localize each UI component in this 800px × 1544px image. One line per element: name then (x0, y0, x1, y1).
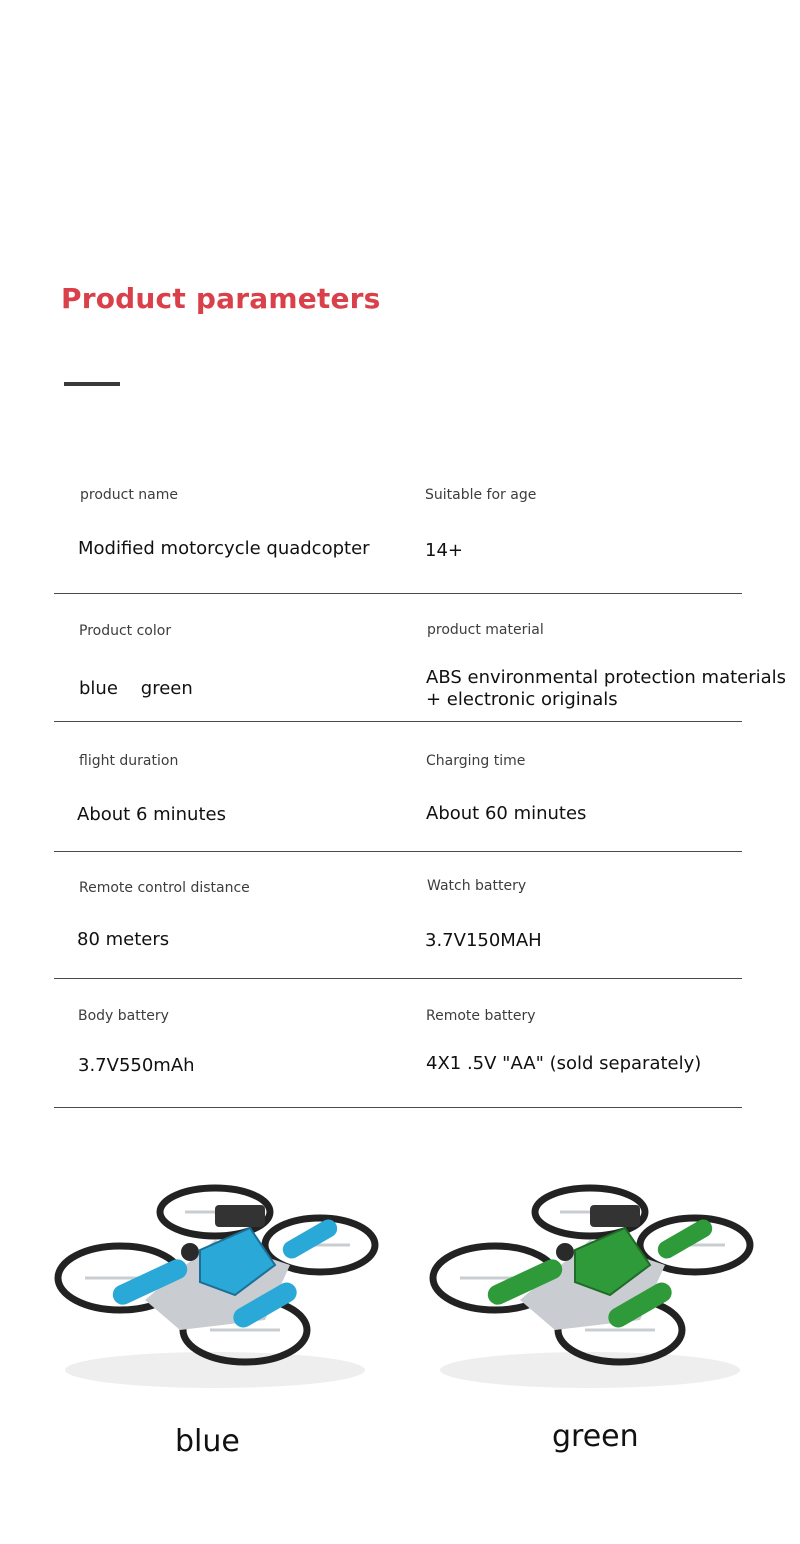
param-value-product-name: Modified motorcycle quadcopter (78, 538, 370, 559)
param-value-remote-battery: 4X1 .5V "AA" (sold separately) (426, 1053, 702, 1074)
param-label-age: Suitable for age (425, 487, 537, 503)
param-value-watch-battery: 3.7V150MAH (425, 930, 542, 951)
param-value-age: 14+ (425, 540, 463, 561)
param-label-product-name: product name (80, 487, 178, 503)
param-label-remote-battery: Remote battery (426, 1008, 536, 1024)
row-divider (54, 978, 742, 979)
param-label-body-battery: Body battery (78, 1008, 169, 1024)
param-value-material-line2: + electronic originals (426, 689, 618, 710)
param-value-remote-distance: 80 meters (77, 929, 170, 950)
title-underline (64, 382, 120, 386)
param-label-flight-duration: flight duration (79, 753, 179, 769)
param-label-color: Product color (79, 623, 172, 639)
row-divider (54, 1107, 742, 1108)
page-title: Product parameters (61, 282, 381, 315)
param-label-watch-battery: Watch battery (427, 878, 527, 894)
row-divider (54, 851, 742, 852)
row-divider (54, 721, 742, 722)
caption-blue: blue (175, 1424, 240, 1459)
param-label-charging-time: Charging time (426, 753, 526, 769)
param-label-remote-distance: Remote control distance (79, 880, 250, 896)
caption-green: green (552, 1419, 639, 1454)
param-value-material-line1: ABS environmental protection materials (426, 667, 787, 688)
drone-green-image (425, 1170, 755, 1400)
param-value-flight-duration: About 6 minutes (77, 804, 226, 825)
drone-blue-image (50, 1170, 380, 1400)
param-value-body-battery: 3.7V550mAh (78, 1055, 195, 1076)
param-value-color: blue green (79, 678, 193, 699)
param-value-charging-time: About 60 minutes (426, 803, 587, 824)
param-label-material: product material (427, 622, 544, 638)
row-divider (54, 593, 742, 594)
